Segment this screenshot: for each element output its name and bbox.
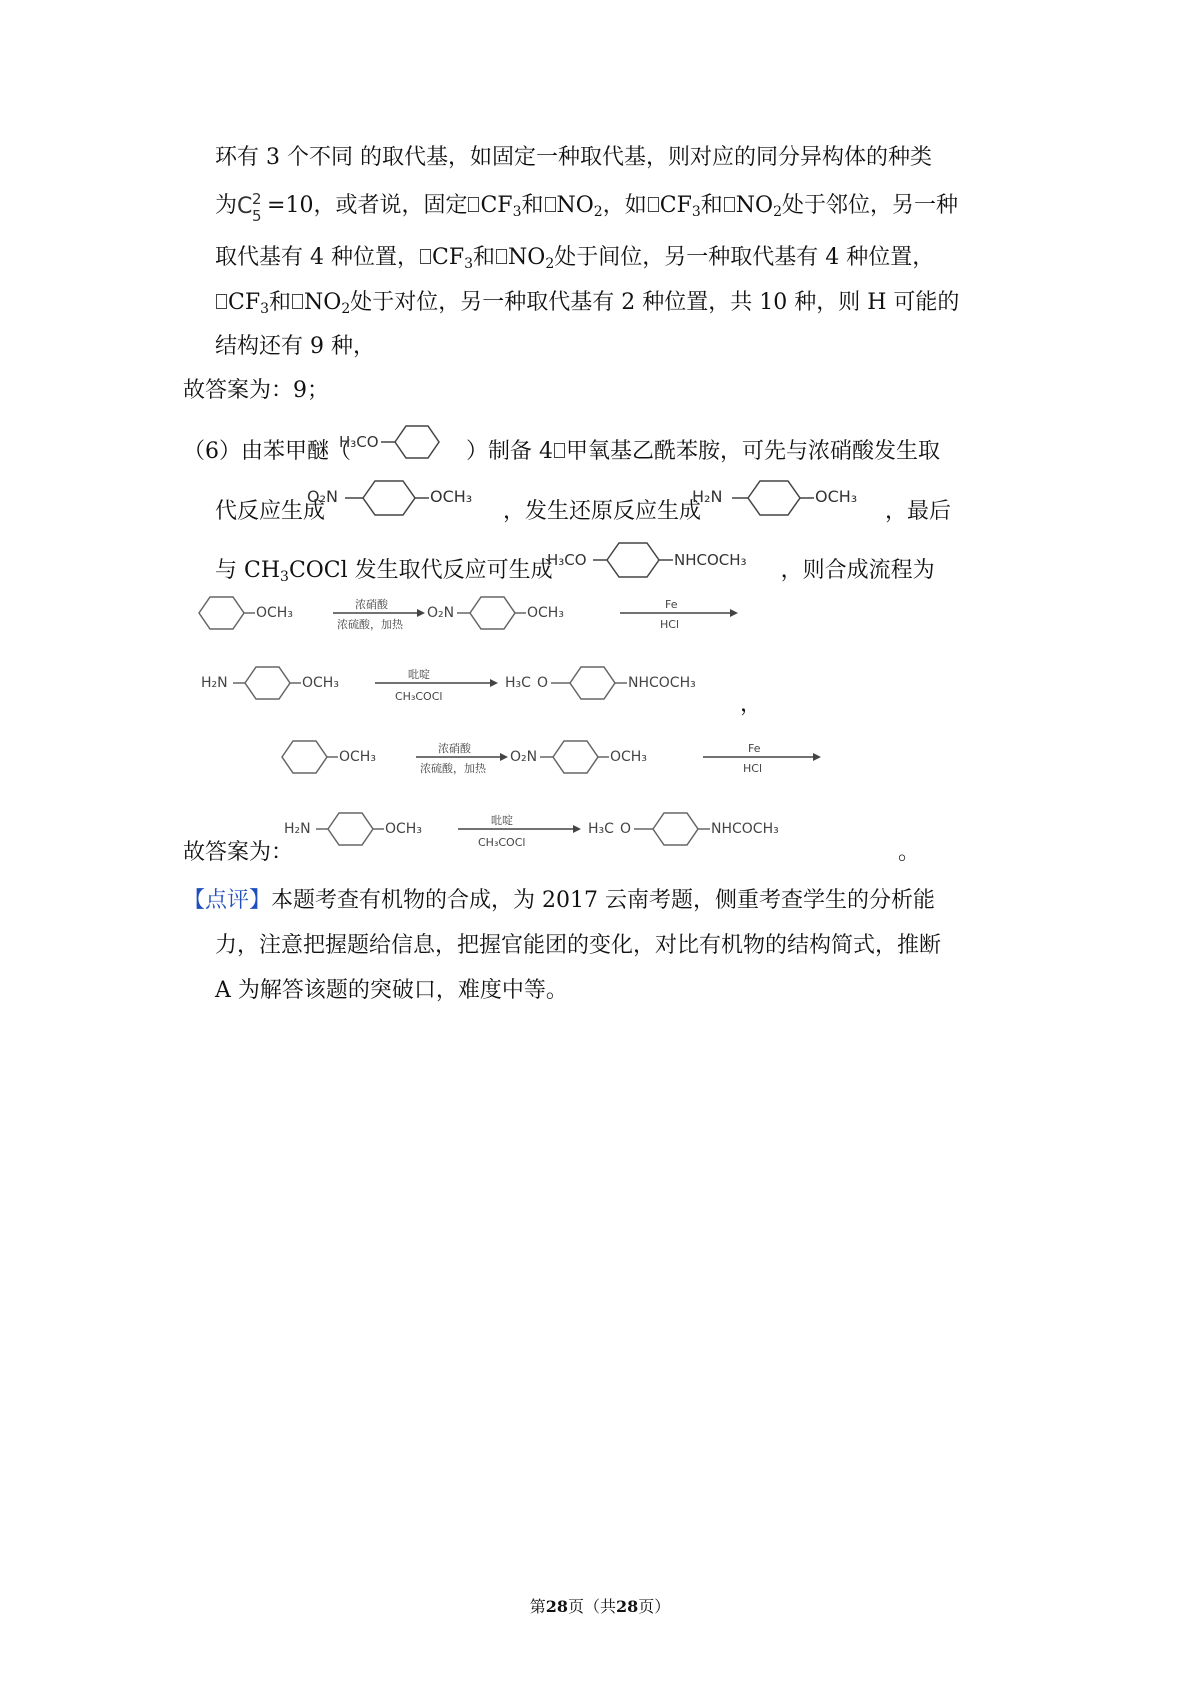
placeholder-glyph xyxy=(420,249,431,264)
svg-text:NHCOCH₃: NHCOCH₃ xyxy=(711,821,779,837)
page-footer: 第28页（共28页） xyxy=(529,1597,671,1616)
svg-text:NHCOCH₃: NHCOCH₃ xyxy=(674,551,747,569)
scheme-answer-row-2 xyxy=(278,808,818,854)
text-line: 环有 3 个不同 的取代基，如固定一种取代基，则对应的同分异构体的种类 xyxy=(215,145,932,170)
text-line: 代反应生成 ，发生还原反应生成 ，最后 xyxy=(215,499,952,524)
svg-text:HCl: HCl xyxy=(660,618,680,631)
svg-text:O: O xyxy=(537,675,549,691)
svg-text:OCH₃: OCH₃ xyxy=(256,605,293,621)
svg-text:OCH₃: OCH₃ xyxy=(302,675,339,691)
comma: ， xyxy=(740,692,763,717)
svg-text:CH₃COCl: CH₃COCl xyxy=(478,836,526,849)
placeholder-glyph xyxy=(648,197,659,212)
text-line: 与 $CH_3COCl$ 发生取代反应可生成 ，则合成流程为 xyxy=(215,558,935,585)
svg-text:O: O xyxy=(620,821,632,837)
review-line: A 为解答该题的突破口，难度中等。 xyxy=(215,978,568,1003)
scheme-row-2 xyxy=(195,662,735,708)
svg-text:OCH₃: OCH₃ xyxy=(610,749,647,765)
text-line: 取代基有 4 种位置， $CF_3$和 $NO_2$处于间位，另一种取代基有 4 种位置， xyxy=(215,245,935,272)
placeholder-glyph xyxy=(496,249,507,264)
svg-text:OCH₃: OCH₃ xyxy=(430,487,473,506)
placeholder-glyph xyxy=(216,294,227,309)
placeholder-glyph xyxy=(468,197,479,212)
svg-text:Fe: Fe xyxy=(748,742,761,755)
svg-text:O₂N: O₂N xyxy=(427,605,455,621)
svg-text:OCH₃: OCH₃ xyxy=(815,487,858,506)
placeholder-glyph xyxy=(554,443,565,458)
placeholder-glyph xyxy=(292,294,303,309)
text-line: $CF_3$和 $NO_2$处于对位，另一种取代基有 2 种位置，共 10 种，则 H 可能的 xyxy=(215,288,959,318)
text-line: （6）由苯甲醚（ ）制备 4 甲氧基乙酰苯胺，可先与浓硝酸发生取 xyxy=(183,439,941,464)
combination-formula: C 2 5 xyxy=(237,190,262,225)
svg-text:O₂N: O₂N xyxy=(307,487,338,506)
svg-text:H₂N: H₂N xyxy=(692,487,723,506)
svg-text:H₂N: H₂N xyxy=(201,675,228,691)
review-line: 力，注意把握题给信息，把握官能团的变化，对比有机物的结构简式，推断 xyxy=(215,933,942,958)
svg-text:OCH₃: OCH₃ xyxy=(339,749,376,765)
product-structure xyxy=(545,538,775,590)
svg-text:H₃C: H₃C xyxy=(505,675,531,691)
svg-text:浓硝酸: 浓硝酸 xyxy=(438,742,471,755)
svg-text:H₃CO: H₃CO xyxy=(547,551,587,569)
methoxyaniline-structure xyxy=(690,478,875,530)
review-line: 【点评】本题考查有机物的合成，为 2017 云南考题，侧重考查学生的分析能 xyxy=(183,888,935,913)
svg-text:OCH₃: OCH₃ xyxy=(385,821,422,837)
svg-text:浓硝酸: 浓硝酸 xyxy=(355,598,388,611)
nitroanisole-structure xyxy=(305,478,490,530)
scheme-row-1 xyxy=(195,592,750,638)
placeholder-glyph xyxy=(724,197,735,212)
period: 。 xyxy=(898,840,921,865)
svg-text:H₃CO: H₃CO xyxy=(339,433,379,451)
svg-text:H₂N: H₂N xyxy=(284,821,311,837)
svg-text:Fe: Fe xyxy=(665,598,678,611)
answer-6: 故答案为： xyxy=(183,840,294,865)
text-line: 结构还有 9 种， xyxy=(215,334,375,359)
svg-text:浓硫酸，加热: 浓硫酸，加热 xyxy=(420,762,486,775)
svg-text:CH₃COCl: CH₃COCl xyxy=(395,690,443,703)
anisole-structure xyxy=(335,420,455,470)
review-tag: 【点评】 xyxy=(183,888,272,913)
scheme-answer-row-1 xyxy=(278,736,833,782)
svg-text:HCl: HCl xyxy=(743,762,763,775)
answer-5: 故答案为：9； xyxy=(183,378,329,403)
placeholder-glyph xyxy=(545,197,556,212)
svg-text:NHCOCH₃: NHCOCH₃ xyxy=(628,675,696,691)
svg-text:H₃C: H₃C xyxy=(588,821,614,837)
svg-text:OCH₃: OCH₃ xyxy=(527,605,564,621)
svg-text:浓硫酸，加热: 浓硫酸，加热 xyxy=(337,618,403,631)
svg-text:O₂N: O₂N xyxy=(510,749,538,765)
svg-text:吡啶: 吡啶 xyxy=(408,668,430,681)
svg-text:吡啶: 吡啶 xyxy=(491,814,513,827)
text-line: 为 C 2 5 =10，或者说，固定 $CF_3$和 $NO_2$，如 $CF_3$和 $NO_2$处于邻位，另一种 xyxy=(215,190,959,225)
